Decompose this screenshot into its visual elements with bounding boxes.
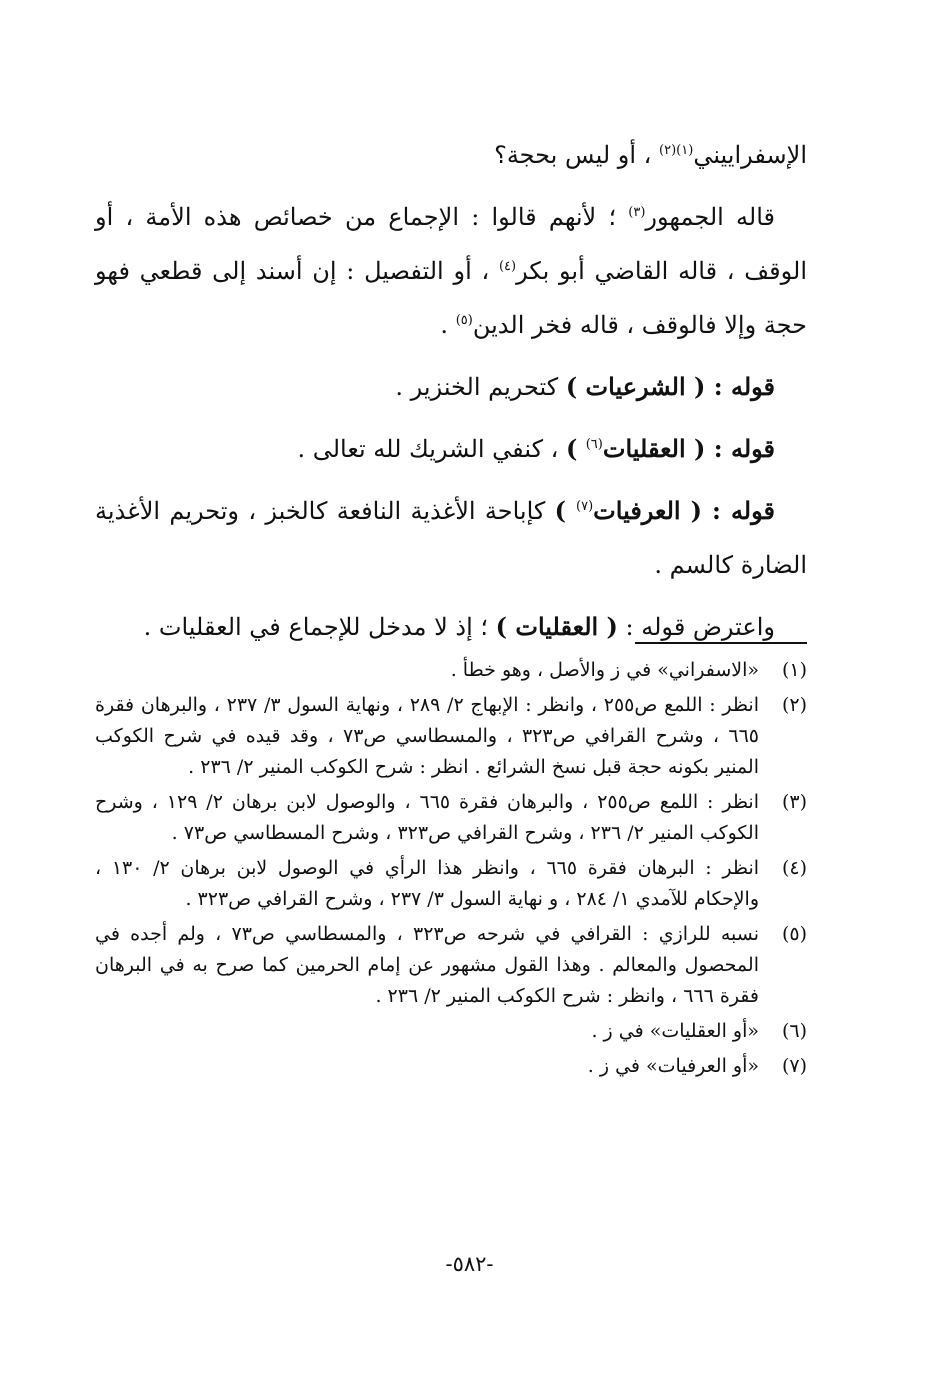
paragraph-3 [95,360,807,414]
footnote-item [95,787,807,849]
paragraph-4 [95,422,807,476]
footnote-number: (٤) [781,857,807,879]
footnote-number: (٣) [781,791,807,813]
footnote-ref[interactable]: (٣) [628,205,646,220]
footnote-text: انظر : اللمع ص٢٥٥ ، والبرهان فقرة ٦٦٥ ، والوصول لابن برهان ٢/ ١٢٩ ، وشرح الكوكب المنير ٢/ ٢٣٦ ، وشرح القرافي ص٣٢٣ ، وشرح المسطاسي ص٧٣ . [95,791,759,844]
quoted-term-close: ) [566,434,586,463]
quote-label: قوله : [702,496,775,525]
footnote-text: انظر : البرهان فقرة ٦٦٥ ، وانظر هذا الرأي في الوصول لابن برهان ٢/ ١٣٠ ، والإحكام للآمدي ١/ ٢٨٤ ، و نهاية السول ٣/ ٢٣٧ ، وشرح القرافي ص٣٢٣ . [95,857,760,910]
footnote-ref[interactable]: (٢) [659,143,677,158]
quote-label: قوله : [705,372,775,401]
footnote-item [95,1051,807,1082]
footnote-number: (١) [781,659,807,681]
text-run: ، أو ليس بحجة؟ [494,141,660,169]
main-text [95,128,807,654]
footnote-number: (٧) [781,1055,807,1077]
quoted-term: ( العقليات [602,434,706,463]
quoted-term: ( الشرعيات ) [565,372,706,401]
quote-label: قوله : [705,434,775,463]
page-number: -٥٨٢- [445,1252,494,1276]
text-run: ؛ لأنهم قالوا : الإجماع من خصائص هذه الأمة ، أو الوقف ، قاله القاضي أبو بكر [95,203,807,285]
footnote-text: «الاسفراني» في ز والأصل ، وهو خطأ . [450,659,759,681]
footnote-item [95,1016,807,1047]
footnote-ref[interactable]: (٥) [455,313,473,328]
footnote-ref[interactable]: (٦) [585,437,603,452]
text-run: كإباحة الأغذية النافعة كالخبز ، وتحريم الأغذية الضارة كالسم . [95,497,807,579]
text-run: ، كنفي الشريك لله تعالى . [297,435,566,463]
text-run: قاله الجمهور [645,203,775,231]
text-run: الإسفراييني [693,141,807,169]
paragraph-1 [95,128,807,182]
quoted-term: ( العرفيات [593,496,702,525]
paragraph-6 [95,600,807,654]
footnote-item [95,853,807,915]
quoted-term-close: ) [554,496,577,525]
footnote-number: (٦) [781,1020,807,1042]
text-run: كتحريم الخنزير . [395,373,566,401]
footnote-ref[interactable]: (٤) [498,259,517,274]
footnote-number: (٥) [781,923,807,945]
paragraph-2 [95,190,807,352]
text-run: ؛ إذ لا مدخل للإجماع في العقليات . [143,613,496,641]
text-run: . [440,311,456,339]
text-run: ، أو التفصيل : إن أسند إلى قطعي فهو حجة وإلا فالوقف ، قاله فخر الدين [95,257,807,339]
footnote-separator [635,642,807,644]
footnote-ref[interactable]: (٧) [576,499,594,514]
footnote-text: «أو العقليات» في ز . [591,1020,759,1042]
footnote-item [95,690,807,783]
footnote-ref[interactable]: (١) [676,143,694,158]
quoted-term: ( العقليات ) [495,612,618,641]
footnote-text: «أو العرفيات» في ز . [587,1055,759,1077]
footnotes [95,655,807,1086]
footnote-item [95,655,807,686]
footnote-text: نسبه للرازي : القرافي في شرحه ص٣٢٣ ، والمسطاسي ص٧٣ ، ولم أجده في المحصول والمعالم . وهذا القول مشهور عن إمام الحرمين كما صرح به في البرهان فقرة ٦٦٦ ، وانظر : شرح الكوكب المنير ٢/ ٢٣٦ . [95,923,759,1007]
footnote-item [95,919,807,1012]
footnote-text: انظر : اللمع ص٢٥٥ ، وانظر : الإبهاج ٢/ ٢٨٩ ، ونهاية السول ٣/ ٢٣٧ ، والبرهان فقرة ٦٦٥ ، وشرح القرافي ص٣٢٣ ، والمسطاسي ص٧٣ ، وقد قيده في شرح الكوكب المنير بكونه حجة قبل نسخ الشرائع . انظر : شرح الكوكب المنير ٢/ ٢٣٦ . [95,694,759,778]
text-run: واعترض قوله : [617,613,775,641]
footnote-number: (٢) [781,694,807,716]
paragraph-5 [95,484,807,592]
